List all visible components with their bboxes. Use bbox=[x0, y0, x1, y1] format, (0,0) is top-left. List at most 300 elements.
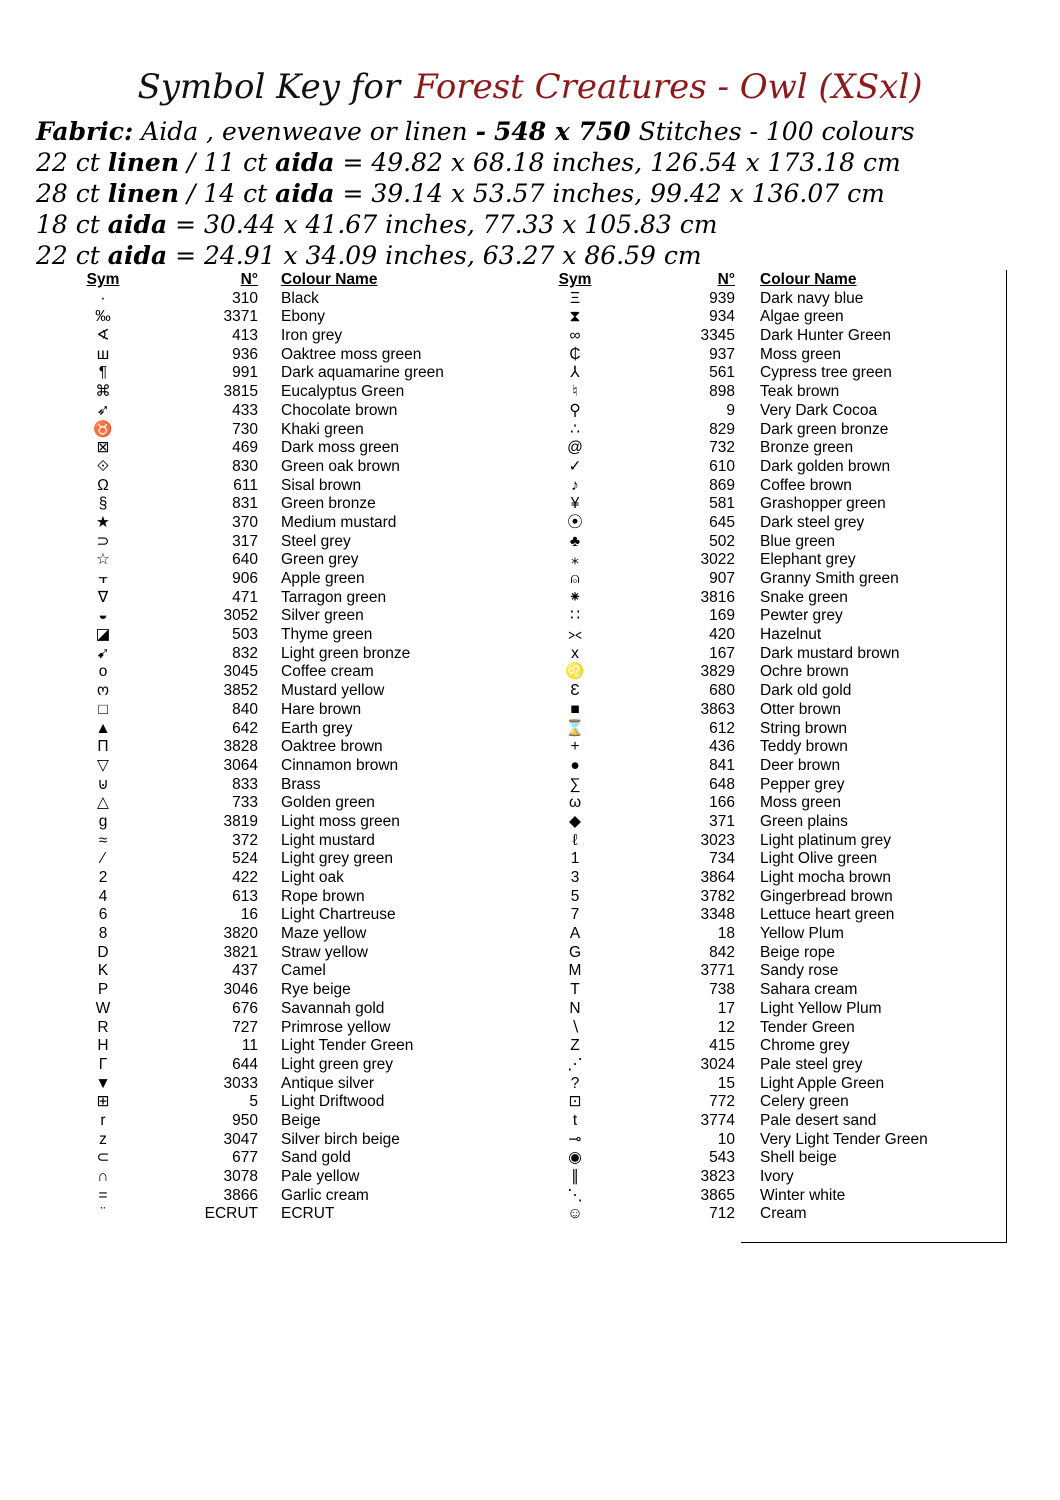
header-number: N° bbox=[717, 271, 735, 288]
symbol-cell: ⊠ bbox=[96, 439, 110, 457]
count-fabric: aida bbox=[107, 241, 168, 270]
symbol-cell: □ bbox=[98, 700, 108, 718]
symbol-cell: ☆ bbox=[96, 551, 110, 569]
number-cell: 371 bbox=[709, 812, 735, 830]
colour-name-cell: Mustard yellow bbox=[281, 682, 385, 700]
colour-name-cell: Grashopper green bbox=[760, 495, 886, 513]
colour-name-cell: Silver green bbox=[281, 607, 364, 625]
colour-name-cell: Blue green bbox=[760, 532, 835, 550]
colour-name-cell: Light oak bbox=[281, 869, 344, 886]
symbol-cell: ≈ bbox=[98, 831, 108, 849]
number-cell: 831 bbox=[232, 495, 258, 513]
count-mid: / 11 ct bbox=[186, 148, 268, 177]
symbol-cell: A bbox=[569, 925, 581, 943]
symbol-cell: ∑ bbox=[569, 775, 581, 793]
symbol-cell: ⦿ bbox=[567, 513, 583, 531]
symbol-cell: ◪ bbox=[95, 626, 111, 644]
number-cell: 15 bbox=[717, 1074, 735, 1092]
symbol-cell: 6 bbox=[98, 906, 108, 924]
symbol-cell: ▼ bbox=[95, 1074, 111, 1092]
symbol-cell: ■ bbox=[570, 700, 580, 718]
number-cell: 832 bbox=[232, 644, 258, 662]
symbol-cell: K bbox=[97, 962, 109, 980]
count-pre: 28 ct bbox=[36, 179, 100, 208]
number-cell: 644 bbox=[232, 1055, 258, 1073]
count-dims: = 24.91 x 34.09 inches, 63.27 x 86.59 cm bbox=[175, 241, 702, 270]
number-cell: 433 bbox=[232, 401, 258, 419]
number-cell: 833 bbox=[232, 775, 258, 793]
number-cell: 3371 bbox=[223, 308, 258, 326]
number-cell: 950 bbox=[232, 1111, 258, 1129]
number-cell: 12 bbox=[717, 1018, 735, 1036]
number-cell: 939 bbox=[709, 289, 735, 307]
colour-name-cell: Sisal brown bbox=[281, 476, 362, 494]
colour-name-cell: Teddy brown bbox=[760, 738, 848, 756]
number-cell: 3864 bbox=[700, 869, 735, 886]
number-cell: 471 bbox=[232, 588, 258, 606]
symbol-cell: T bbox=[570, 981, 580, 999]
symbol-cell: D bbox=[97, 943, 109, 961]
symbol-cell: § bbox=[98, 495, 108, 513]
number-cell: 733 bbox=[232, 794, 258, 812]
number-cell: 3865 bbox=[700, 1186, 735, 1204]
colour-name-cell: Dark golden brown bbox=[760, 457, 891, 475]
header-number: N° bbox=[240, 271, 258, 288]
colour-name-cell: Primrose yellow bbox=[281, 1018, 391, 1036]
symbol-cell: N bbox=[569, 999, 581, 1017]
colour-name-cell: Oaktree moss green bbox=[281, 345, 422, 363]
number-cell: 3348 bbox=[700, 906, 735, 924]
symbol-cell: ¥ bbox=[570, 495, 580, 513]
symbol-cell: ‰ bbox=[95, 308, 111, 326]
colour-name-cell: Light Yellow Plum bbox=[760, 999, 882, 1017]
colour-name-cell: Sand gold bbox=[281, 1149, 351, 1167]
symbol-cell: ℓ bbox=[572, 831, 578, 849]
header-sym: Sym bbox=[86, 271, 120, 288]
symbol-cell: z bbox=[99, 1130, 107, 1148]
symbol-cell: ⊡ bbox=[568, 1093, 582, 1111]
symbol-cell: 2 bbox=[98, 869, 108, 886]
colour-name-cell: Dark aquamarine green bbox=[281, 364, 444, 382]
symbol-cell: ⌘ bbox=[95, 383, 111, 401]
colour-name-cell: Silver birch beige bbox=[281, 1130, 400, 1148]
number-cell: 3828 bbox=[223, 738, 258, 756]
number-cell: 677 bbox=[232, 1149, 258, 1167]
colour-name-cell: Celery green bbox=[760, 1093, 849, 1111]
symbol-cell: g bbox=[98, 812, 108, 830]
symbol-cell: ∢ bbox=[96, 327, 110, 345]
number-cell: 415 bbox=[709, 1037, 735, 1055]
colour-name-cell: Light green grey bbox=[281, 1055, 394, 1073]
count-fabric-2: aida bbox=[275, 179, 335, 208]
colour-name-cell: Eucalyptus Green bbox=[281, 383, 405, 401]
number-cell: 561 bbox=[709, 364, 735, 382]
colour-name-cell: Granny Smith green bbox=[760, 570, 899, 587]
number-cell: 612 bbox=[709, 719, 735, 737]
symbol-cell: G bbox=[568, 943, 582, 961]
colour-name-cell: Oaktree brown bbox=[281, 738, 383, 756]
colour-name-cell: Beige bbox=[281, 1111, 321, 1129]
colour-name-cell: Hazelnut bbox=[760, 626, 822, 644]
symbol-cell: ♣ bbox=[569, 532, 581, 550]
symbol-cell: ⟐ bbox=[96, 457, 110, 475]
symbol-cell: ✓ bbox=[568, 457, 582, 475]
colour-name-cell: Dark Hunter Green bbox=[760, 327, 891, 345]
number-cell: 3823 bbox=[700, 1168, 735, 1185]
symbol-cell: ⪥ bbox=[568, 626, 582, 644]
count-dims: = 49.82 x 68.18 inches, 126.54 x 173.18 cm bbox=[342, 148, 901, 177]
number-cell: 936 bbox=[232, 345, 258, 363]
number-cell: 907 bbox=[709, 570, 735, 587]
number-cell: 712 bbox=[709, 1205, 735, 1223]
number-cell: 169 bbox=[709, 607, 735, 625]
number-cell: 3023 bbox=[700, 831, 735, 849]
colour-name-cell: Dark moss green bbox=[281, 439, 400, 457]
number-cell: 437 bbox=[232, 962, 258, 980]
symbol-cell: ♌ bbox=[565, 663, 585, 681]
colour-name-cell: Light green bronze bbox=[281, 644, 411, 662]
symbol-cell: ? bbox=[570, 1074, 580, 1092]
colour-name-cell: Yellow Plum bbox=[760, 925, 844, 943]
symbol-cell: ● bbox=[570, 756, 580, 774]
number-cell: 3866 bbox=[223, 1186, 258, 1204]
colour-name-cell: Cypress tree green bbox=[760, 364, 892, 382]
number-cell: 648 bbox=[709, 775, 735, 793]
colour-name-cell: Earth grey bbox=[281, 719, 353, 737]
count-line bbox=[36, 178, 915, 209]
symbol-cell: M bbox=[568, 962, 582, 980]
number-cell: 3345 bbox=[700, 327, 735, 345]
symbol-cell: ⍝ bbox=[570, 570, 580, 587]
colour-name-cell: Chrome grey bbox=[760, 1037, 850, 1055]
symbol-cell: ∥ bbox=[571, 1168, 579, 1185]
symbol-cell: P bbox=[97, 981, 109, 999]
symbol-cell: Z bbox=[570, 1037, 580, 1055]
colour-name-cell: Sandy rose bbox=[760, 962, 839, 980]
symbol-cell: o bbox=[98, 663, 108, 681]
symbol-cell: ♉ bbox=[93, 420, 113, 438]
count-fabric: linen bbox=[107, 148, 180, 177]
colour-name-cell: Steel grey bbox=[281, 532, 351, 550]
number-cell: 613 bbox=[232, 887, 258, 905]
count-fabric-2: aida bbox=[275, 148, 335, 177]
colour-name-cell: Straw yellow bbox=[281, 943, 368, 961]
number-cell: 3022 bbox=[700, 551, 735, 569]
symbol-cell: ⌛ bbox=[565, 719, 585, 737]
symbol-cell: ∩ bbox=[97, 1168, 109, 1185]
number-cell: 10 bbox=[717, 1130, 735, 1148]
number-cell: 503 bbox=[232, 626, 258, 644]
colour-name-cell: Ivory bbox=[760, 1168, 794, 1185]
number-cell: 543 bbox=[709, 1149, 735, 1167]
number-cell: 732 bbox=[709, 439, 735, 457]
symbol-cell: ∖ bbox=[570, 1018, 580, 1036]
colour-name-cell: Dark steel grey bbox=[760, 513, 865, 531]
fabric-line bbox=[36, 116, 915, 147]
fabric-types: Aida , evenweave or linen bbox=[141, 117, 468, 146]
number-cell: 436 bbox=[709, 738, 735, 756]
colour-name-cell: Tarragon green bbox=[281, 588, 387, 606]
symbol-cell: ➶ bbox=[96, 401, 110, 419]
colour-name-cell: Light Driftwood bbox=[281, 1093, 385, 1111]
colour-name-cell: Light grey green bbox=[281, 850, 394, 868]
number-cell: 3033 bbox=[223, 1074, 258, 1092]
symbol-cell: ¨ bbox=[100, 1205, 106, 1223]
colour-name-cell: Light Apple Green bbox=[760, 1074, 885, 1092]
number-cell: 842 bbox=[709, 943, 735, 961]
number-cell: 372 bbox=[232, 831, 258, 849]
number-cell: 840 bbox=[232, 700, 258, 718]
header-colour-name: Colour Name bbox=[760, 271, 857, 288]
table-border-right bbox=[1006, 270, 1007, 1243]
colour-name-cell: Tender Green bbox=[760, 1018, 855, 1036]
symbol-cell: 1 bbox=[570, 850, 580, 868]
colour-name-cell: Green grey bbox=[281, 551, 359, 569]
symbol-cell: 3 bbox=[570, 869, 580, 886]
colour-name-cell: Maze yellow bbox=[281, 925, 367, 943]
colour-name-cell: Iron grey bbox=[281, 327, 343, 345]
number-cell: 3052 bbox=[223, 607, 258, 625]
symbol-cell: r bbox=[100, 1111, 106, 1129]
colour-name-cell: Light mocha brown bbox=[760, 869, 891, 886]
number-cell: 645 bbox=[709, 513, 735, 531]
colour-name-cell: Pale yellow bbox=[281, 1168, 360, 1185]
colour-name-cell: Winter white bbox=[760, 1186, 846, 1204]
colour-name-cell: Cinnamon brown bbox=[281, 756, 399, 774]
fabric-label: Fabric: bbox=[36, 117, 134, 146]
number-cell: 469 bbox=[232, 439, 258, 457]
colour-name-cell: Snake green bbox=[760, 588, 848, 606]
number-cell: 730 bbox=[232, 420, 258, 438]
symbol-cell: 4 bbox=[98, 887, 108, 905]
count-line bbox=[36, 209, 915, 240]
number-cell: 317 bbox=[232, 532, 258, 550]
symbol-cell: ⅄ bbox=[570, 364, 580, 382]
number-cell: 16 bbox=[240, 906, 258, 924]
number-cell: 17 bbox=[717, 999, 735, 1017]
colour-name-cell: Chocolate brown bbox=[281, 401, 398, 419]
colour-name-cell: Ochre brown bbox=[760, 663, 849, 681]
count-dims: = 30.44 x 41.67 inches, 77.33 x 105.83 cm bbox=[175, 210, 718, 239]
number-cell: 3821 bbox=[223, 943, 258, 961]
colour-name-cell: Brass bbox=[281, 775, 321, 793]
number-cell: 166 bbox=[709, 794, 735, 812]
number-cell: 11 bbox=[241, 1037, 258, 1055]
number-cell: 3820 bbox=[223, 925, 258, 943]
colour-name-cell: Beige rope bbox=[760, 943, 835, 961]
symbol-cell: ⊸ bbox=[568, 1130, 582, 1148]
symbol-cell: · bbox=[100, 289, 106, 307]
colour-name-cell: Very Light Tender Green bbox=[760, 1130, 928, 1148]
colour-name-cell: Pale desert sand bbox=[760, 1111, 877, 1129]
symbol-cell: ♮ bbox=[572, 383, 578, 401]
colour-name-cell: Light moss green bbox=[281, 812, 400, 830]
symbol-cell: ⁎ bbox=[571, 551, 579, 569]
colour-name-cell: Savannah gold bbox=[281, 999, 385, 1017]
symbol-cell: ◒ bbox=[98, 607, 108, 625]
colour-name-cell: Ebony bbox=[281, 308, 325, 326]
fabric-info bbox=[36, 116, 915, 271]
symbol-cell: ▲ bbox=[95, 719, 111, 737]
colour-name-cell: Rope brown bbox=[281, 887, 365, 905]
colour-name-cell: Otter brown bbox=[760, 700, 841, 718]
number-cell: 502 bbox=[709, 532, 735, 550]
count-fabric: linen bbox=[107, 179, 180, 208]
number-cell: 3771 bbox=[700, 962, 735, 980]
symbol-cell: ➹ bbox=[96, 644, 110, 662]
colour-name-cell: ECRUT bbox=[281, 1205, 335, 1223]
symbol-cell: ⊃ bbox=[96, 532, 110, 550]
symbol-cell: ♪ bbox=[571, 476, 579, 494]
symbol-cell: W bbox=[95, 999, 111, 1017]
number-cell: 422 bbox=[232, 869, 258, 886]
number-cell: 3863 bbox=[700, 700, 735, 718]
symbol-cell: + bbox=[570, 738, 580, 756]
colour-name-cell: Coffee cream bbox=[281, 663, 374, 681]
colour-name-cell: Medium mustard bbox=[281, 513, 397, 531]
symbol-cell: Ξ bbox=[569, 289, 581, 307]
number-cell: 734 bbox=[709, 850, 735, 868]
number-cell: 680 bbox=[709, 682, 735, 700]
colour-name-cell: Gingerbread brown bbox=[760, 887, 893, 905]
colour-name-cell: Dark mustard brown bbox=[760, 644, 900, 662]
symbol-cell: △ bbox=[97, 794, 109, 812]
number-cell: 3819 bbox=[223, 812, 258, 830]
colour-name-cell: Light mustard bbox=[281, 831, 375, 849]
number-cell: 610 bbox=[709, 457, 735, 475]
colour-name-cell: Light Tender Green bbox=[281, 1037, 414, 1055]
count-pre: 22 ct bbox=[36, 241, 100, 270]
symbol-cell: ∞ bbox=[569, 327, 581, 345]
colour-name-cell: Pale steel grey bbox=[760, 1055, 863, 1073]
symbol-cell: R bbox=[97, 1018, 109, 1036]
number-cell: 420 bbox=[709, 626, 735, 644]
number-cell: 991 bbox=[232, 364, 258, 382]
symbol-cell: ∷ bbox=[570, 607, 580, 625]
colour-name-cell: Green bronze bbox=[281, 495, 376, 513]
count-line bbox=[36, 240, 915, 271]
symbol-cell: 7 bbox=[570, 906, 580, 924]
colour-name-cell: Black bbox=[281, 289, 319, 307]
colour-name-cell: Dark green bronze bbox=[760, 420, 889, 438]
number-cell: 3852 bbox=[223, 682, 258, 700]
number-cell: 310 bbox=[232, 289, 258, 307]
colour-name-cell: Moss green bbox=[760, 794, 841, 812]
colour-name-cell: Camel bbox=[281, 962, 326, 980]
count-fabric: aida bbox=[107, 210, 168, 239]
number-cell: 3078 bbox=[223, 1168, 258, 1185]
colour-name-cell: Cream bbox=[760, 1205, 807, 1223]
page-title bbox=[0, 62, 1060, 112]
number-cell: 611 bbox=[233, 476, 258, 494]
number-cell: 3829 bbox=[700, 663, 735, 681]
colour-name-cell: Elephant grey bbox=[760, 551, 856, 569]
number-cell: 898 bbox=[709, 383, 735, 401]
symbol-cell: ₵ bbox=[569, 345, 581, 363]
number-cell: ECRUT bbox=[204, 1205, 258, 1223]
colour-name-cell: Bronze green bbox=[760, 439, 854, 457]
number-cell: 3774 bbox=[700, 1111, 735, 1129]
number-cell: 937 bbox=[709, 345, 735, 363]
stitch-summary: Stitches - 100 colours bbox=[638, 117, 915, 146]
number-cell: 3782 bbox=[700, 887, 735, 905]
symbol-cell: Ω bbox=[97, 476, 109, 494]
colour-name-cell: Shell beige bbox=[760, 1149, 837, 1167]
colour-name-cell: Lettuce heart green bbox=[760, 906, 895, 924]
stitch-size: 548 x 750 bbox=[493, 117, 631, 146]
number-cell: 772 bbox=[709, 1093, 735, 1111]
symbol-cell: Γ bbox=[98, 1055, 108, 1073]
colour-name-cell: Light platinum grey bbox=[760, 831, 891, 849]
number-cell: 738 bbox=[709, 981, 735, 999]
colour-name-cell: Dark navy blue bbox=[760, 289, 864, 307]
symbol-cell: ◆ bbox=[569, 812, 581, 830]
number-cell: 642 bbox=[232, 719, 258, 737]
symbol-cell: ш bbox=[96, 345, 110, 363]
symbol-cell: ო bbox=[96, 682, 110, 700]
symbol-cell: ω bbox=[568, 794, 582, 812]
symbol-cell: ☺ bbox=[567, 1205, 583, 1223]
symbol-cell: ⊞ bbox=[96, 1093, 110, 1111]
symbol-cell: ⋱ bbox=[567, 1186, 583, 1204]
symbol-cell: 5 bbox=[570, 887, 580, 905]
fabric-dash: - bbox=[475, 117, 486, 146]
symbol-cell: ⁄ bbox=[101, 850, 105, 868]
number-cell: 3024 bbox=[700, 1055, 735, 1073]
number-cell: 18 bbox=[717, 925, 735, 943]
count-dims: = 39.14 x 53.57 inches, 99.42 x 136.07 cm bbox=[342, 179, 885, 208]
table-border-bottom bbox=[741, 1242, 1007, 1243]
colour-name-cell: Antique silver bbox=[281, 1074, 375, 1092]
colour-name-cell: Teak brown bbox=[760, 383, 840, 401]
number-cell: 3045 bbox=[223, 663, 258, 681]
number-cell: 906 bbox=[232, 570, 258, 587]
number-cell: 167 bbox=[709, 644, 735, 662]
symbol-cell: ⋰ bbox=[567, 1055, 583, 1073]
title-lead: Symbol Key for bbox=[137, 67, 401, 107]
colour-name-cell: Moss green bbox=[760, 345, 841, 363]
colour-name-cell: Garlic cream bbox=[281, 1186, 369, 1204]
colour-name-cell: Green plains bbox=[760, 812, 848, 830]
colour-name-cell: Light Chartreuse bbox=[281, 906, 396, 924]
colour-name-cell: Coffee brown bbox=[760, 476, 852, 494]
colour-name-cell: Green oak brown bbox=[281, 457, 400, 475]
colour-name-cell: Sahara cream bbox=[760, 981, 858, 999]
number-cell: 830 bbox=[232, 457, 258, 475]
number-cell: 3815 bbox=[223, 383, 258, 401]
symbol-cell: ⁕ bbox=[568, 588, 582, 606]
colour-name-cell: Algae green bbox=[760, 308, 844, 326]
title-pattern-name: Forest Creatures - Owl (XSxl) bbox=[414, 67, 923, 107]
count-pre: 22 ct bbox=[36, 148, 100, 177]
symbol-cell: ∴ bbox=[570, 420, 580, 438]
number-cell: 869 bbox=[709, 476, 735, 494]
symbol-cell: H bbox=[97, 1037, 109, 1055]
symbol-cell: 8 bbox=[98, 925, 108, 943]
symbol-cell: t bbox=[572, 1111, 578, 1129]
number-cell: 3816 bbox=[700, 588, 735, 606]
symbol-cell: ⫟ bbox=[98, 570, 108, 587]
number-cell: 829 bbox=[709, 420, 735, 438]
number-cell: 581 bbox=[709, 495, 735, 513]
symbol-cell: ∇ bbox=[97, 588, 109, 606]
colour-name-cell: Golden green bbox=[281, 794, 375, 812]
symbol-cell: ◉ bbox=[568, 1149, 582, 1167]
colour-name-cell: Thyme green bbox=[281, 626, 373, 644]
number-cell: 9 bbox=[726, 401, 735, 419]
number-cell: 413 bbox=[232, 327, 258, 345]
symbol-cell: ▽ bbox=[97, 756, 109, 774]
